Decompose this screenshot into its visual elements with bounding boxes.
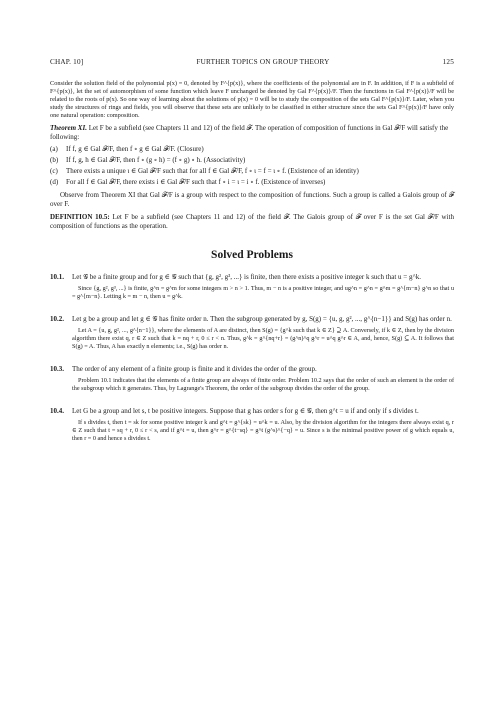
problem-number: 10.1. [50,273,64,282]
problem-statement: The order of any element of a finite group is finite and it divides the order of the group. [72,365,317,374]
item-label: (a) [50,145,58,154]
intro-paragraph: Consider the solution field of the polynomial p(x) = 0, denoted by F^{p(x)}, where the coefficients of the polynomial are in F. In addition, if F is a subfield of F^{p(x)}, let the set of automorphism of some function which leave F unchanged be denoted by Gal F^{p(x)}/F. Then the functions in Gal F^{p(x)}/F will be related to the roots of p(x). So one way of learning about the solutions of p(x) = 0 will be to study the composition of the sets Gal F^{p(x)}/F. Later, when you study the structures of rings and fields, you will observe that these sets are unlikely to be classified in either structure since the sets Gal F^{p(x)}/F have only one natural operation: composition. [50,80,454,120]
page-number: 125 [442,58,454,66]
theorem-item [50,156,454,165]
theorem-item [50,178,454,187]
theorem-text: Let F be a subfield (see Chapters 11 and 12) of the field 𝓕. The operation of composition of functions in Gal 𝓕/F will satisfy the following: [50,124,449,142]
textbook-page [50,58,454,457]
observation-paragraph: Observe from Theorem XI that Gal 𝓕/F is a group with respect to the composition of functions. Such a group is called a Galois group of 𝓕 over F. [50,191,454,209]
problem-number: 10.3. [50,365,64,374]
page-header [50,58,454,66]
theorem-item [50,145,454,154]
problem-solution: Since {g, g², g³, ...} is finite, g^n = g^m for some integers m > n > 1. Thus, m − n is a positive integer, and ug^n = g^n = g^m = g^{m−n} g^n so that u = g^{m−n}. Letting k = m − n, then u = g^k. [72,285,454,301]
problem-number: 10.2. [50,315,64,324]
problem-10-2 [50,315,454,351]
problem-solution: Let A = {u, g, g², ..., g^{n−1}}, where the elements of A are distinct, then S(g) = {g^k such that k ∈ Z} ⊇ A. Conversely, if k ∈ Z, then by the division algorithm there exist q, r ∈ Z such that k = nq + r, 0 ≤ r < n. Thus, g^k = g^{nq+r} = (g^n)^q g^r = u^q g^r ∈ A, and, hence, S(g) ⊆ A. It follows that S(g) = A. Thus, A has exactly n elements; i.e., S(g) has order n. [72,327,454,351]
theorem-item [50,167,454,176]
theorem-xi [50,124,454,142]
problem-solution: If s divides t, then t = sk for some positive integer k and g^t = g^{sk} = u^k = u. Also, by the division algorithm for the integers there always exist q, r ∈ Z such that t = sq + r, 0 ≤ r < s, and if g^t = u, then g^r = g^{t−sq} = g^t (g^s)^{−q} = u. Since s is the minimal positive power of g which equals u, then r = 0 and hence s divides t. [72,419,454,443]
definition-10-5 [50,213,454,231]
theorem-label: Theorem XI. [50,124,87,133]
running-title: FURTHER TOPICS ON GROUP THEORY [196,58,330,66]
item-text: For all f ∈ Gal 𝓕/F, there exists i ∈ Gal 𝓕/F such that f ∘ i = ι = i ∘ f. (Existence of inverses) [66,178,326,187]
item-label: (b) [50,156,59,165]
item-text: If f, g ∈ Gal 𝓕/F, then f ∘ g ∈ Gal 𝓕/F. (Closure) [66,145,204,154]
item-text: There exists a unique ι ∈ Gal 𝓕/F such that for all f ∈ Gal 𝓕/F, f ∘ ι = f = ι ∘ f. (Existence of an identity) [66,167,359,176]
problem-statement: Let 𝒢 be a finite group and for g ∈ 𝒢 such that {g, g², g³, ...} is finite, then there exists a positive integer k such that u = g^k. [72,273,422,282]
problem-10-4 [50,407,454,443]
definition-label: DEFINITION 10.5: [50,213,110,222]
definition-text: Let F be a subfield (see Chapters 11 and 12) of the field 𝓕. The Galois group of 𝓕 over F is the set Gal 𝓕/F with composition of functions as the operation. [50,213,455,231]
problem-solution: Problem 10.1 indicates that the elements of a finite group are always of finite order. Problem 10.2 says that the order of such an element is the order of the subgroup which it generates. Thus, by Lagrange's Theorem, the order of the subgroup divides the order of the group. [72,377,454,393]
item-label: (d) [50,178,59,187]
problem-statement: Let G be a group and let s, t be positive integers. Suppose that g has order s for g ∈ 𝒢, then g^t = u if and only if s divides t. [72,407,419,416]
problem-number: 10.4. [50,407,64,416]
solved-problems-heading: Solved Problems [211,249,293,262]
problem-statement: Let g be a group and let g ∈ 𝒢 has finite order n. Then the subgroup generated by g, S(g) = {u, g, g², ..., g^{n−1}} and S(g) has order n. [72,315,452,324]
item-text: If f, g, h ∈ Gal 𝓕/F, then f ∘ (g ∘ h) = (f ∘ g) ∘ h. (Associativity) [66,156,246,165]
problem-10-1 [50,273,454,301]
item-label: (c) [50,167,58,176]
problem-10-3 [50,365,454,393]
chapter-label: CHAP. 10] [50,58,84,66]
